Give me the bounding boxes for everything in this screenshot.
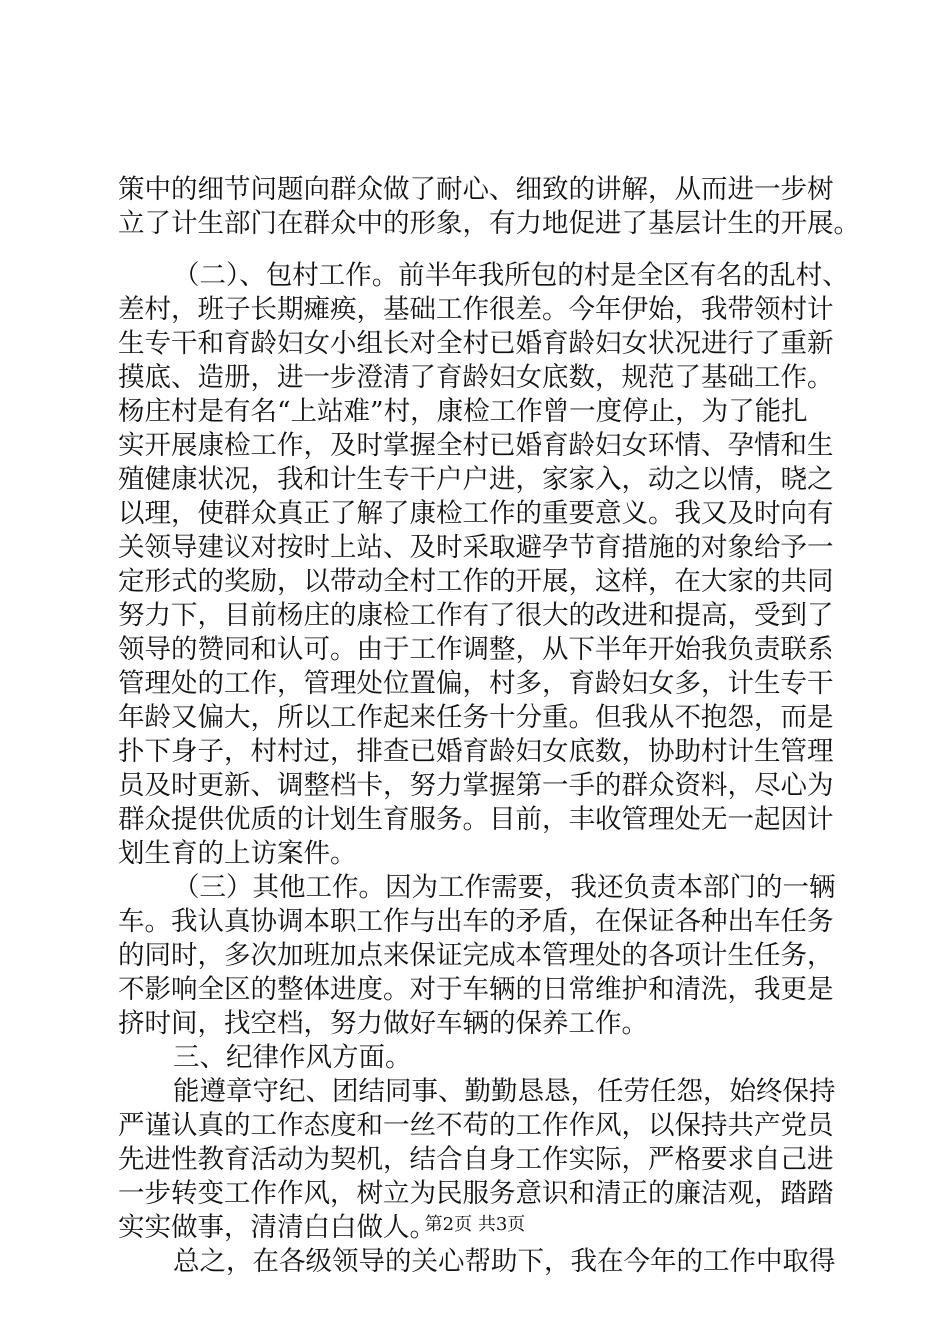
text-line: 严谨认真的工作态度和一丝不苟的工作作风，以保持共产党员 [118, 1110, 834, 1141]
text-line: 车。我认真协调本职工作与出车的矛盾，在保证各种出车任务 [118, 906, 834, 937]
text-line: 殖健康状况，我和计生专干户户进，家家入，动之以情，晓之 [118, 464, 834, 495]
text-line: 策中的细节问题向群众做了耐心、细致的讲解，从而进一步树 [118, 174, 834, 205]
text-line: 管理处的工作，管理处位置偏，村多，育龄妇女多，计生专干 [118, 668, 834, 699]
text-line: 实开展康检工作，及时掌握全村已婚育龄妇女环情、孕情和生 [118, 430, 834, 461]
text-line: 的同时，多次加班加点来保证完成本管理处的各项计生任务， [118, 940, 834, 971]
text-line: 总之，在各级领导的关心帮助下，我在今年的工作中取得 [173, 1246, 836, 1277]
text-line: 年龄又偏大，所以工作起来任务十分重。但我从不抱怨，而是 [118, 702, 834, 733]
text-line: 摸底、造册，进一步澄清了育龄妇女底数，规范了基础工作。 [118, 362, 834, 393]
text-line: 立了计生部门在群众中的形象，有力地促进了基层计生的开展。 [118, 208, 860, 239]
text-line: 先进性教育活动为契机，结合自身工作实际，严格要求自己进 [118, 1144, 834, 1175]
text-line: 划生育的上访案件。 [118, 838, 357, 869]
text-line: 领导的赞同和认可。由于工作调整，从下半年开始我负责联系 [118, 634, 834, 665]
text-line: 关领导建议对按时上站、及时采取避孕节育措施的对象给予一 [118, 532, 834, 563]
text-line: 杨庄村是有名“上站难”村，康检工作曾一度停止，为了能扎 [118, 396, 808, 427]
text-line: 群众提供优质的计划生育服务。目前，丰收管理处无一起因计 [118, 804, 834, 835]
text-line: 差村，班子长期瘫痪，基础工作很差。今年伊始，我带领村计 [118, 294, 834, 325]
text-line: 不影响全区的整体进度。对于车辆的日常维护和清洗，我更是 [118, 974, 834, 1005]
text-line: 努力下，目前杨庄的康检工作有了很大的改进和提高，受到了 [118, 600, 834, 631]
page-number: 第2页 共3页 [424, 1214, 526, 1235]
text-line: （三）其他工作。因为工作需要，我还负责本部门的一辆 [173, 872, 836, 903]
section-heading: 三、纪律作风方面。 [173, 1042, 412, 1073]
text-line: 定形式的奖励，以带动全村工作的开展，这样，在大家的共同 [118, 566, 834, 597]
text-line: 挤时间，找空档，努力做好车辆的保养工作。 [118, 1008, 648, 1039]
text-line: 能遵章守纪、团结同事、勤勤恳恳，任劳任怨，始终保持 [173, 1076, 836, 1107]
text-line: 实实做事，清清白白做人。 [118, 1212, 436, 1243]
text-line: 一步转变工作作风，树立为民服务意识和清正的廉洁观，踏踏 [118, 1178, 834, 1209]
text-line: 员及时更新、调整档卡，努力掌握第一手的群众资料，尽心为 [118, 770, 834, 801]
text-line: 扑下身子，村村过，排查已婚育龄妇女底数，协助村计生管理 [118, 736, 834, 767]
text-line: 生专干和育龄妇女小组长对全村已婚育龄妇女状况进行了重新 [118, 328, 834, 359]
text-line: （二）、包村工作。前半年我所包的村是全区有名的乱村、 [173, 260, 849, 291]
text-line: 以理，使群众真正了解了康检工作的重要意义。我又及时向有 [118, 498, 834, 529]
